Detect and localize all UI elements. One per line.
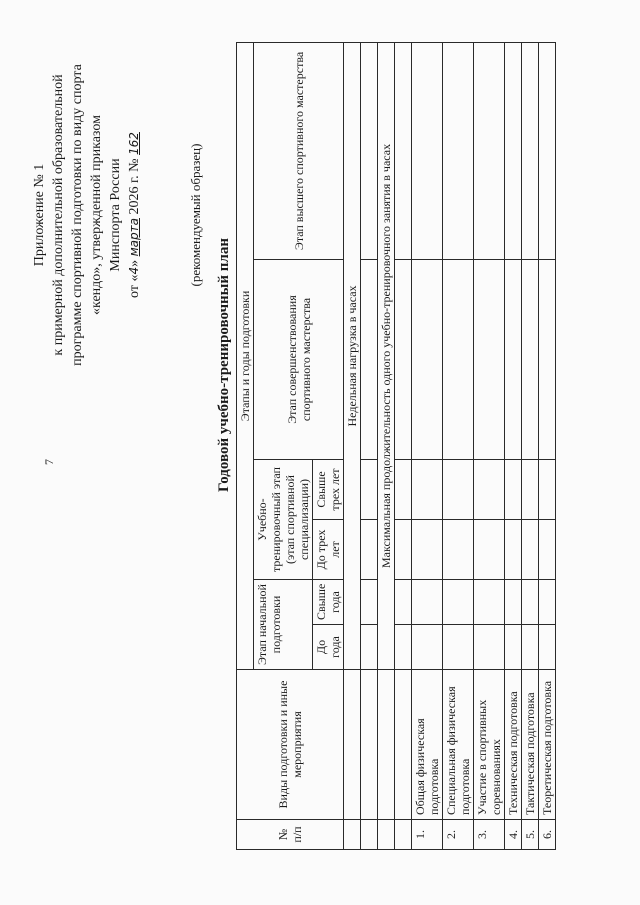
header-training-y1: До трех лет (313, 520, 344, 580)
handwritten-order-number: 162 (127, 132, 141, 155)
handwritten-day: 4 (127, 266, 141, 275)
weekly-value-type (361, 670, 378, 820)
max-value-cell (395, 580, 412, 625)
header-stage-higher: Этап высшего спортивного мастерства (254, 42, 344, 259)
weekly-value-cell (361, 460, 378, 520)
header-stage-improvement: Этап совершенствования спортивного мастерства (254, 260, 344, 460)
appendix-line-5: Минспорта России (108, 158, 123, 272)
row-number: 6. (539, 820, 556, 850)
row-label: Техническая подготовка (505, 670, 522, 820)
row-number: 3. (474, 820, 505, 850)
weekly-value-cell (361, 42, 378, 259)
weekly-value-cell (361, 520, 378, 580)
row-label: Специальная физическая подготовка (443, 670, 474, 820)
appendix-date-line (125, 45, 144, 385)
max-value-cell (395, 520, 412, 580)
appendix-header (30, 45, 144, 385)
max-value-cell (395, 625, 412, 670)
row-number: 4. (505, 820, 522, 850)
row-label: Участие в спортивных соревнованиях (474, 670, 505, 820)
max-value-cell (395, 42, 412, 259)
weekly-value-cell (361, 625, 378, 670)
header-stage-training: Учебно-тренировочный этап (этап спортивной специализации) (254, 460, 313, 580)
max-value-cell (395, 460, 412, 520)
header-training-y2: Свыше трех лет (313, 460, 344, 520)
training-plan-table (236, 42, 556, 850)
handwritten-month: марта (127, 218, 141, 257)
weekly-value-cell (361, 580, 378, 625)
row-label: Тактическая подготовка (522, 670, 539, 820)
date-mid: » (127, 259, 142, 267)
date-prefix: от « (127, 274, 142, 298)
appendix-line-2: к примерной дополнительной образовательной (51, 74, 66, 356)
row-number: 2. (443, 820, 474, 850)
header-initial-y2: Свыше года (313, 580, 344, 625)
max-value-type (395, 670, 412, 820)
row-label: Теоретическая подготовка (539, 670, 556, 820)
max-value-cell (395, 260, 412, 460)
header-initial-y1: До года (313, 625, 344, 670)
weekly-blank-num (344, 820, 361, 850)
appendix-title: Приложение № 1 (32, 163, 47, 267)
max-value-num (395, 820, 412, 850)
date-year: 2026 г. № (127, 158, 142, 215)
header-number: № п/п (237, 820, 344, 850)
appendix-line-4: «кендо», утвержденной приказом (89, 115, 104, 315)
header-stage-initial: Этап начальной подготовки (254, 580, 313, 670)
recommended-sample-note: (рекомендуемый образец) (188, 143, 203, 287)
max-blank-num (378, 820, 395, 850)
max-blank-type (378, 670, 395, 820)
max-duration-label: Максимальная продолжительность одного учебно-тренировочного занятия в часах (378, 42, 395, 669)
weekly-blank-type (344, 670, 361, 820)
weekly-load-label: Недельная нагрузка в часах (344, 42, 361, 669)
header-stages: Этапы и годы подготовки (237, 42, 254, 669)
row-number: 1. (412, 820, 443, 850)
row-label: Общая физическая подготовка (412, 670, 443, 820)
appendix-line-3: программе спортивной подготовки по виду спорта (70, 64, 85, 366)
plan-title: Годовой учебно-тренировочный план (216, 238, 232, 492)
header-types: Виды подготовки и иные мероприятия (237, 670, 344, 820)
page-number: 7 (42, 459, 56, 465)
row-number: 5. (522, 820, 539, 850)
weekly-value-cell (361, 260, 378, 460)
weekly-value-num (361, 820, 378, 850)
